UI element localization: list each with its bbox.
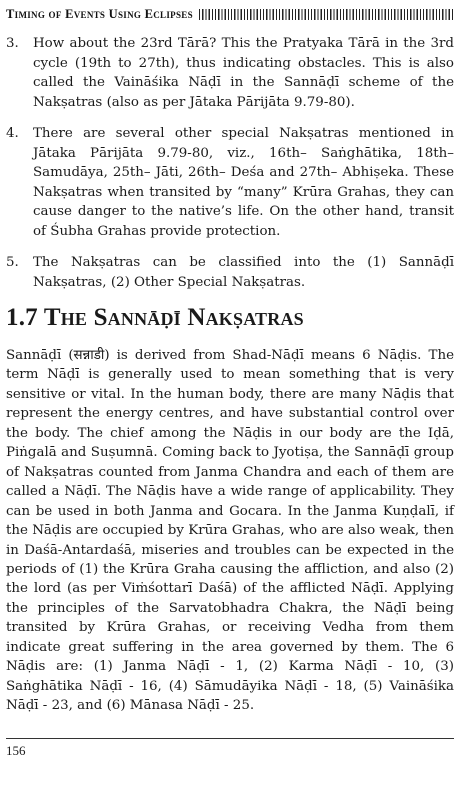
page-content [6,34,454,716]
header-decorative-bars [199,9,454,20]
list-item-text: How about the 23rd Tārā? This the Pratyaka Tārā in the 3rd cycle (19th to 27th), thus indicating obstacles. This is also called the Vaināśika Nāḍī in the Sannāḍī scheme of the Nakṣatras (also as per Jātaka Pārijāta 9.79-80). [33,36,454,110]
running-header-title: Timing of Events Using Eclipses [6,6,193,21]
list-item-text: The Nakṣatras can be classified into the (1) Sannāḍī Nakṣatras, (2) Other Special Nakṣatras. [33,255,454,290]
list-item-number: 3. [6,36,19,51]
list-item-number: 5. [6,255,19,270]
list-item [6,34,454,112]
footer-rule [6,738,454,739]
list-item-number: 4. [6,126,19,141]
list-item-text: There are several other special Nakṣatras mentioned in Jātaka Pārijāta 9.79-80, viz., 16th– Saṅghātika, 18th– Samudāya, 25th– Jāti, 26th– Deśa and 27th– Abhiṣeka. These Nakṣatras when transited by “many” Krūra Grahas, they can cause danger to the native’s life. On the other hand, transit of Śubha Grahas provide protection. [33,126,454,239]
list-item [6,124,454,241]
list-item [6,253,454,292]
section-heading: 1.7 The Sannāḍī Nakṣatras [6,304,304,331]
body-paragraph: Sannāḍī (सन्नाडी) is derived from Shad-Nāḍī means 6 Nāḍis. The term Nāḍī is generally used to mean something that is very sensitive or vital. In the human body, there are many Nāḍis that represent the energy centres, and have substantial control over the body. The chief among the Nāḍis in our body are the Iḍā, Piṅgalā and Suṣumnā. Coming back to Jyotiṣa, the Sannāḍī group of Nakṣatras counted from Janma Chandra and each of them are called a Nāḍī. The Nāḍis have a wide range of applicability. They can be used in both Janma and Gocara. In the Janma Kuṇḍalī, if the Nāḍis are occupied by Krūra Grahas, who are also weak, then in Daśā-Antardaśā, miseries and troubles can be expected in the periods of (1) the Krūra Graha causing the affliction, and also (2) the lord (as per Viṁśottarī Daśā) of the afflicted Nāḍī. Applying the principles of the Sarvatobhadra Chakra, the Nāḍī being transited by Krūra Grahas, or receiving Vedha from them indicate great suffering in the area governed by them. The 6 Nāḍis are: (1) Janma Nāḍī - 1, (2) Karma Nāḍī - 10, (3) Saṅghātika Nāḍī - 16, (4) Sāmudāyika Nāḍī - 18, (5) Vaināśika Nāḍī - 23, and (6) Mānasa Nāḍī - 25. [6,348,454,714]
page-number: 156 [6,743,26,758]
running-header [6,4,454,24]
